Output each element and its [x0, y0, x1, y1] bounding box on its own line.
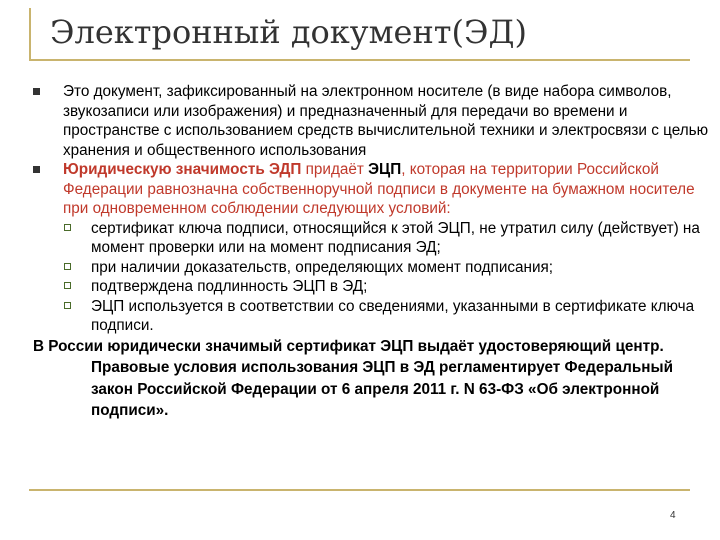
condition-item — [33, 297, 717, 336]
condition-text: ЭЦП используется в соответствии со сведениями, указанными в сертификате ключа подписи. — [91, 297, 695, 334]
bullet-item-definition — [33, 82, 717, 160]
hollow-square-bullet-icon — [64, 282, 71, 289]
condition-item — [33, 258, 717, 278]
square-bullet-icon — [33, 166, 40, 173]
bullet-item-legal-significance — [33, 160, 717, 219]
condition-item — [33, 277, 717, 297]
legal-significance-emphasis: Юридическую значимость ЭДП — [63, 161, 302, 178]
closing-paragraph: В России юридически значимый сертификат ЭЦП выдаёт удостоверяющий центр. Правовые условия использования ЭЦП в ЭД регламентирует Федеральный закон Российской Федерации от 6 апреля 2011 г. N 63-ФЗ «Об электронной подписи». — [33, 337, 674, 419]
hollow-square-bullet-icon — [64, 302, 71, 309]
condition-item — [33, 219, 717, 258]
definition-text: Это документ, зафиксированный на электронном носителе (в виде набора символов, звукозаписи или изображения) и предназначенный для передачи во времени и пространстве с использованием средств вычислительной техники и электросвязи с целью хранения и общественного использования — [63, 83, 709, 159]
legal-significance-verb: придаёт — [301, 161, 369, 178]
slide-title: Электронный документ(ЭД) — [50, 13, 527, 51]
slide-body — [33, 82, 717, 422]
hollow-square-bullet-icon — [64, 263, 71, 270]
footer-line — [29, 489, 690, 491]
square-bullet-icon — [33, 88, 40, 95]
title-underline — [29, 59, 690, 61]
condition-text: подтверждена подлинность ЭЦП в ЭД; — [91, 278, 368, 295]
hollow-square-bullet-icon — [64, 224, 71, 231]
legal-significance-rest: , которая на территории Российской Федерации равнозначна собственноручной подписи в документе на бумажном носителе при одновременном соблюдении следующих условий: — [63, 161, 695, 217]
title-frame-vertical-line — [29, 8, 31, 60]
ecp-emphasis: ЭЦП — [368, 161, 402, 178]
condition-text: сертификат ключа подписи, относящийся к этой ЭЦП, не утратил силу (действует) на момент проверки или на момент подписания ЭД; — [91, 219, 700, 256]
condition-text: при наличии доказательств, определяющих момент подписания; — [91, 258, 554, 276]
page-number: 4 — [670, 510, 676, 521]
